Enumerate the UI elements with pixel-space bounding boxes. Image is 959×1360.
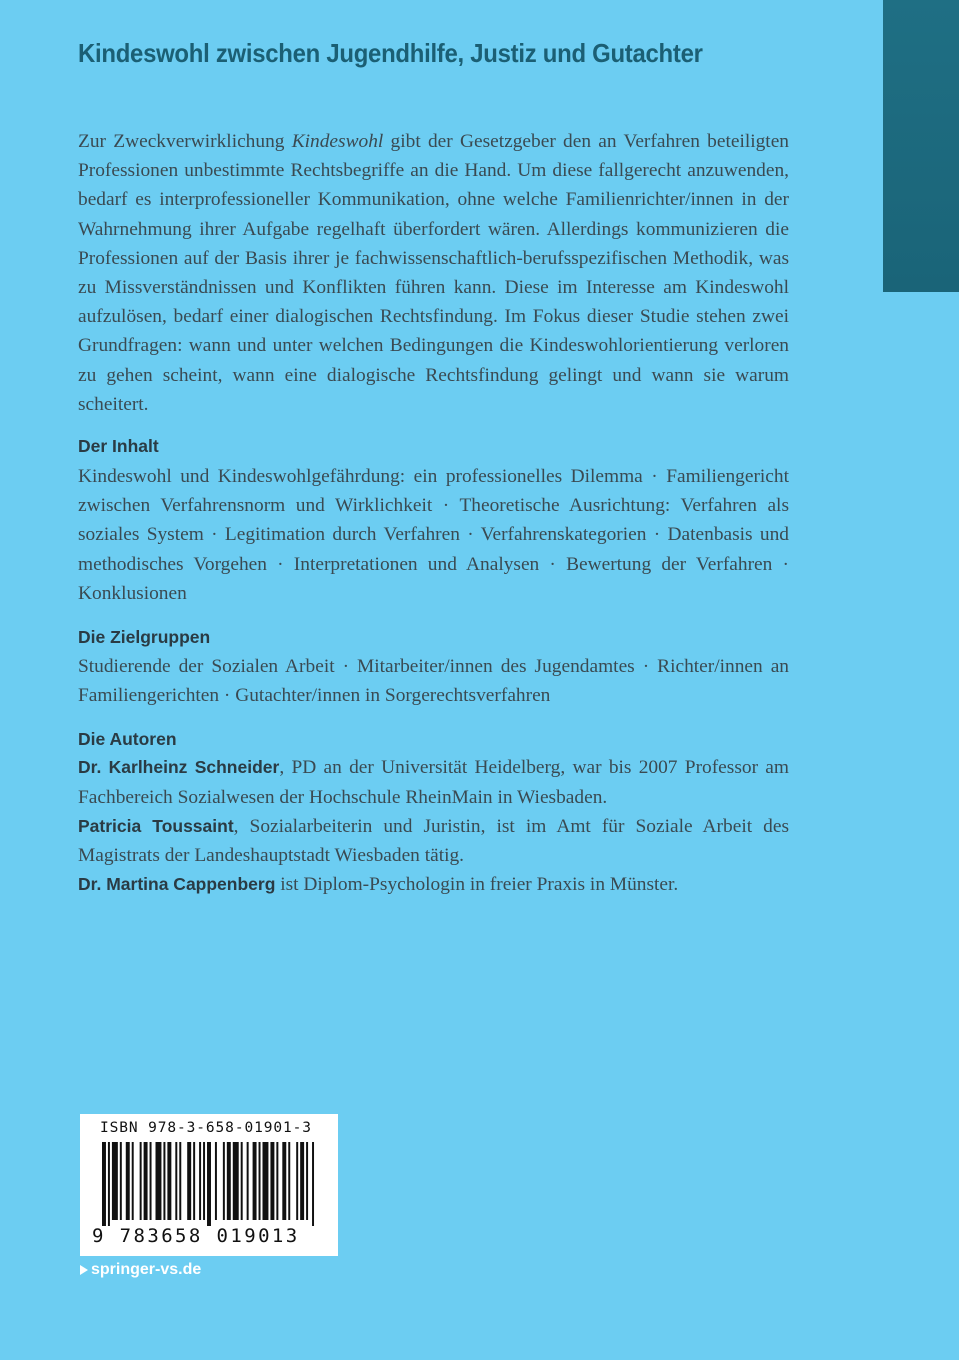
barcode-bar: [312, 1142, 314, 1226]
barcode-bar: [144, 1142, 148, 1220]
author-description: ist Diplom-Psychologin in freier Praxis in Münster.: [275, 874, 679, 896]
barcode-bar: [126, 1142, 130, 1220]
barcode-bar: [163, 1142, 165, 1220]
barcode-bar: [140, 1142, 142, 1220]
barcode-bar: [259, 1142, 261, 1220]
barcode-bar: [263, 1142, 269, 1220]
barcode-bar: [108, 1142, 110, 1226]
heading-inhalt: Der Inhalt: [78, 436, 159, 457]
barcode-bar: [241, 1142, 243, 1220]
intro-before: Zur Zweckverwirklichung: [78, 131, 292, 152]
barcode-digits: 9 783658 019013: [92, 1225, 300, 1247]
barcode-bar: [132, 1142, 134, 1220]
barcode-bar: [270, 1142, 274, 1220]
barcode-bar: [112, 1142, 118, 1220]
barcode-bar: [233, 1142, 239, 1220]
publisher-website[interactable]: [80, 1261, 201, 1279]
intro-emphasis: Kindeswohl: [291, 131, 384, 152]
barcode-bar: [203, 1142, 205, 1220]
inhalt-text: Kindeswohl und Kindeswohlgefährdung: ein professionelles Dilemma · Familiengericht zwischen Verfahrensnorm und Wirklichkeit · Theoretische Ausrichtung: Verfahren als soziales System · Legitimation durch Verfahren · Verfahrenskategorien · Datenbasis und methodisches Vorgehen · Interpretationen und Analysen · Bewertung der Verfahren · Konklusionen: [78, 466, 789, 604]
barcode-bar: [167, 1142, 171, 1220]
barcode-bar: [156, 1142, 162, 1220]
barcode-bar: [120, 1142, 122, 1220]
author-description: , PD an der Universität Heidelberg, war bis 2007 Professor am Fachbereich Sozialwesen der Hochschule RheinMain in Wiesbaden.: [78, 757, 789, 808]
barcode-bar: [288, 1142, 290, 1220]
barcode-bar: [215, 1142, 217, 1220]
intro-after: gibt der Gesetzgeber den an Verfahren beteiligten Professionen unbestimmte Rechtsbegriffe an die Hand. Um diese fallgerecht anzuwenden, bedarf es interprofessioneller Kommunikation, ohne welche Familienrichter/innen in der Wahrnehmung ihrer Aufgabe regelhaft überfordert wären. Allerdings kommunizieren die Professionen auf der Basis ihrer je fachwissenschaftlich-berufsspezifischen Methodik, was zu Missverständnissen und Konflikten führen kann. Diese im Interesse am Kindeswohl aufzulösen, bedarf einer dialogischen Rechtsfindung. Im Fokus dieser Studie stehen zwei Grundfragen: wann und unter welchen Bedingungen die Kindeswohlorientierung verloren zu gehen scheint, wann eine dialogische Rechtsfindung gelingt und wann sie warum scheitert.: [78, 131, 789, 415]
barcode-bar: [179, 1142, 181, 1220]
book-title: Kindeswohl zwischen Jugendhilfe, Justiz und Gutachter: [78, 38, 703, 68]
back-cover-text: [78, 127, 789, 899]
corner-color-band: [883, 0, 959, 292]
barcode-bar: [306, 1142, 308, 1220]
barcode-bar: [282, 1142, 286, 1220]
barcode-bar: [227, 1142, 231, 1220]
isbn-label: ISBN 978-3-658-01901-3: [100, 1120, 312, 1136]
barcode-bar: [276, 1142, 278, 1220]
barcode-icon: [102, 1142, 316, 1226]
heading-autoren: Die Autoren: [78, 729, 177, 750]
website-label: springer-vs.de: [91, 1261, 202, 1278]
author-entry: [78, 753, 789, 811]
isbn-barcode: [80, 1114, 338, 1256]
barcode-bar: [175, 1142, 177, 1220]
barcode-bar: [187, 1142, 191, 1220]
barcode-bar: [150, 1142, 152, 1220]
author-name: Dr. Martina Cappenberg: [78, 874, 276, 895]
barcode-bar: [300, 1142, 304, 1220]
heading-zielgruppen: Die Zielgruppen: [78, 627, 211, 648]
barcode-bar: [247, 1142, 249, 1220]
barcode-bar: [223, 1142, 225, 1220]
barcode-bar: [102, 1142, 106, 1226]
barcode-bar: [207, 1142, 211, 1226]
author-name: Patricia Toussaint: [78, 815, 234, 836]
author-entry: [78, 870, 789, 899]
intro-paragraph: [78, 127, 789, 419]
zielgruppen-text: Studierende der Sozialen Arbeit · Mitarbeiter/innen des Jugendamtes · Richter/innen an Familiengerichten · Gutachter/innen in Sorgerechtsverfahren: [78, 656, 789, 707]
barcode-bar: [199, 1142, 201, 1220]
barcode-bar: [253, 1142, 257, 1220]
author-name: Dr. Karlheinz Schneider: [78, 757, 280, 778]
arrow-right-icon: [80, 1265, 88, 1275]
barcode-bar: [193, 1142, 195, 1220]
barcode-bar: [296, 1142, 298, 1220]
author-description: , Sozialarbeiterin und Juristin, ist im Amt für Soziale Arbeit des Magistrats der Landeshauptstadt Wiesbaden tätig.: [78, 815, 789, 867]
author-entry: [78, 812, 789, 870]
